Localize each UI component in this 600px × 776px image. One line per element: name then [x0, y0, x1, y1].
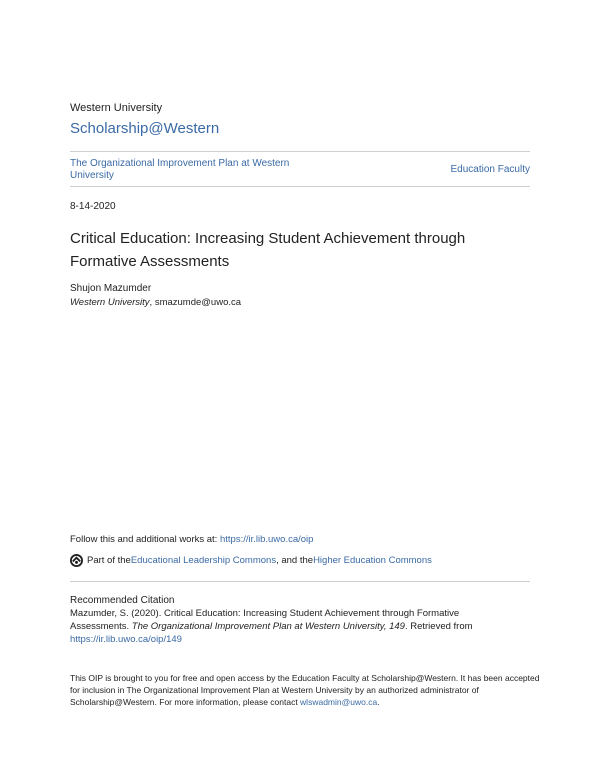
- citation-link[interactable]: https://ir.lib.uwo.ca/oip/149: [70, 634, 182, 645]
- divider-series: [70, 186, 530, 187]
- bepress-logo-icon: [70, 554, 83, 567]
- citation-text: [70, 607, 510, 646]
- document-title: Critical Education: Increasing Student Achievement through Formative Assessments: [70, 230, 466, 270]
- follow-link[interactable]: https://ir.lib.uwo.ca/oip: [219, 534, 314, 545]
- series-link[interactable]: The Organizational Improvement Plan at Western University: [70, 158, 290, 181]
- educational-leadership-commons-link[interactable]: Educational Leadership Commons: [130, 555, 277, 566]
- divider-top: [70, 151, 530, 152]
- part-of-middle: , and the: [276, 555, 314, 566]
- author-name: Shujon Mazumder: [70, 283, 152, 294]
- citation-body: Mazumder, S. (2020). Critical Education: Increasing Student Achievement through Formative Assessments.: [70, 608, 460, 632]
- access-notice-end: .: [377, 697, 380, 707]
- follow-text: Follow this and additional works at:: [70, 534, 220, 545]
- citation-series: The Organizational Improvement Plan at Western University, 149: [131, 621, 405, 632]
- part-of-prefix: Part of the: [87, 555, 131, 566]
- access-notice: [70, 672, 540, 708]
- author-affiliation: Western University, smazumde@uwo.ca: [70, 297, 242, 308]
- affiliation-name: Western University: [70, 297, 150, 308]
- citation-retrieved: . Retrieved from: [404, 621, 473, 632]
- faculty-link[interactable]: Education Faculty: [450, 164, 530, 175]
- contact-email-link[interactable]: wlswadmin@uwo.ca: [300, 697, 378, 707]
- follow-line: [70, 534, 313, 545]
- institution-name: Western University: [70, 102, 163, 114]
- access-notice-text: This OIP is brought to you for free and open access by the Education Faculty at Scholarship@Western. It has been accepted for inclusion in The Organizational Improvement Plan at Western University by an authorized administrator of Scholarship@Western. For more information, please contact: [70, 673, 540, 707]
- publication-date: 8-14-2020: [70, 201, 116, 212]
- repository-link[interactable]: Scholarship@Western: [70, 120, 220, 137]
- divider-citation: [70, 581, 530, 582]
- recommended-citation-heading: Recommended Citation: [70, 595, 175, 606]
- part-of-line: [70, 554, 432, 567]
- higher-education-commons-link[interactable]: Higher Education Commons: [313, 555, 432, 566]
- author-email: smazumde@uwo.ca: [154, 297, 242, 308]
